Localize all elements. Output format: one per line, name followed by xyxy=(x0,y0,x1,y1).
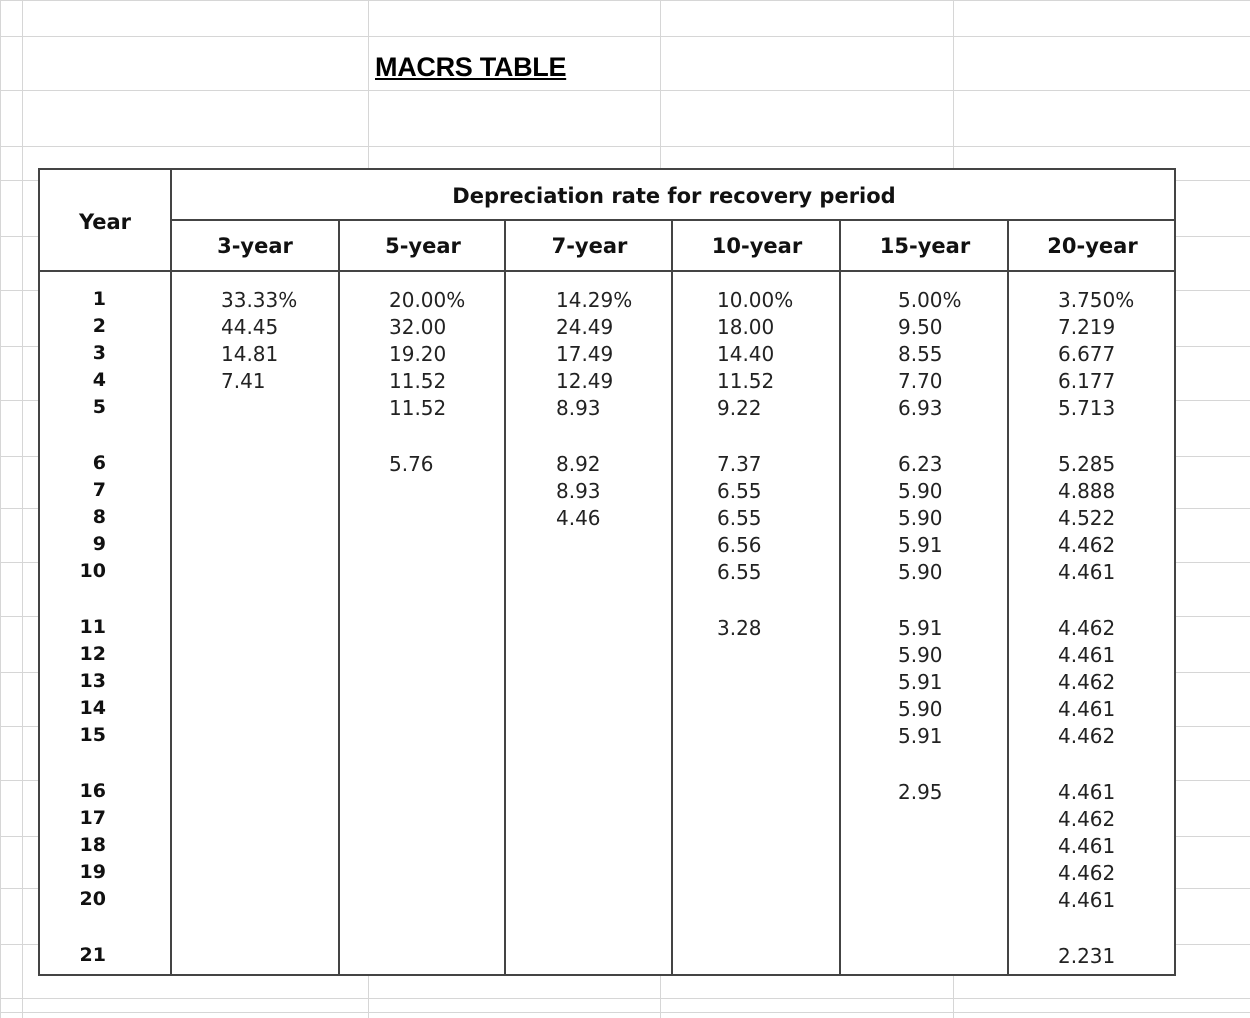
rate-cell: 4.461 xyxy=(1058,780,1116,804)
rate-cell: 5.91 xyxy=(898,616,943,640)
table-column-border xyxy=(839,220,841,974)
column-header-15-year: 15-year xyxy=(879,234,971,258)
rate-cell: 4.461 xyxy=(1058,643,1116,667)
rate-cell: 4.462 xyxy=(1058,807,1116,831)
rate-cell: 17.49 xyxy=(556,342,614,366)
rate-cell: 5.91 xyxy=(898,724,943,748)
year-cell: 14 xyxy=(79,697,106,719)
year-cell: 7 xyxy=(92,479,106,501)
year-cell: 20 xyxy=(79,888,106,910)
column-header-10-year: 10-year xyxy=(711,234,803,258)
rate-cell: 6.55 xyxy=(717,506,762,530)
rate-cell: 4.46 xyxy=(556,506,601,530)
depreciation-rate-header: Depreciation rate for recovery period xyxy=(452,184,896,208)
grid-column-line xyxy=(22,0,23,1018)
rate-cell: 6.23 xyxy=(898,452,943,476)
year-cell: 21 xyxy=(79,944,106,966)
rate-cell: 11.52 xyxy=(389,369,447,393)
rate-cell: 7.41 xyxy=(221,369,266,393)
grid-row-line xyxy=(0,90,1250,91)
rate-cell: 19.20 xyxy=(389,342,447,366)
rate-cell: 4.461 xyxy=(1058,697,1116,721)
table-column-border xyxy=(671,220,673,974)
rate-cell: 8.93 xyxy=(556,479,601,503)
macrs-table xyxy=(38,168,1176,976)
rate-cell: 4.462 xyxy=(1058,616,1116,640)
table-column-border xyxy=(1007,220,1009,974)
year-cell: 10 xyxy=(79,560,106,582)
rate-cell: 4.462 xyxy=(1058,861,1116,885)
year-cell: 13 xyxy=(79,670,106,692)
rate-cell: 7.219 xyxy=(1058,315,1116,339)
year-header: Year xyxy=(78,210,132,234)
column-header-7-year: 7-year xyxy=(551,234,628,258)
year-cell: 2 xyxy=(92,315,106,337)
rate-cell: 44.45 xyxy=(221,315,279,339)
rate-cell: 6.55 xyxy=(717,479,762,503)
column-header-3-year: 3-year xyxy=(217,234,293,258)
table-column-border xyxy=(338,220,340,974)
rate-cell: 8.92 xyxy=(556,452,601,476)
table-header-bottom-border xyxy=(40,270,1174,272)
rate-cell: 5.713 xyxy=(1058,396,1116,420)
rate-cell: 7.70 xyxy=(898,369,943,393)
rate-cell: 4.888 xyxy=(1058,479,1116,503)
rate-cell: 9.22 xyxy=(717,396,762,420)
rate-cell: 5.91 xyxy=(898,533,943,557)
year-cell: 8 xyxy=(92,506,106,528)
rate-cell: 4.461 xyxy=(1058,888,1116,912)
rate-cell: 24.49 xyxy=(556,315,614,339)
rate-cell: 5.90 xyxy=(898,697,943,721)
grid-row-line xyxy=(0,1012,1250,1013)
grid-row-line xyxy=(0,146,1250,147)
rate-cell: 5.285 xyxy=(1058,452,1116,476)
rate-cell: 14.40 xyxy=(717,342,775,366)
rate-cell: 11.52 xyxy=(389,396,447,420)
grid-row-line xyxy=(0,36,1250,37)
rate-cell: 5.76 xyxy=(389,452,434,476)
rate-cell: 18.00 xyxy=(717,315,775,339)
rate-cell: 2.231 xyxy=(1058,944,1116,968)
rate-cell: 9.50 xyxy=(898,315,943,339)
rate-cell: 5.90 xyxy=(898,560,943,584)
rate-cell: 4.462 xyxy=(1058,724,1116,748)
year-cell: 19 xyxy=(79,861,106,883)
column-header-5-year: 5-year xyxy=(385,234,461,258)
rate-cell: 6.177 xyxy=(1058,369,1116,393)
year-cell: 3 xyxy=(92,342,106,364)
year-cell: 9 xyxy=(92,533,106,555)
year-cell: 6 xyxy=(92,452,106,474)
rate-cell: 5.90 xyxy=(898,479,943,503)
rate-cell: 4.462 xyxy=(1058,533,1116,557)
rate-cell: 6.93 xyxy=(898,396,943,420)
year-cell: 4 xyxy=(92,369,106,391)
rate-cell: 6.677 xyxy=(1058,342,1116,366)
table-column-border xyxy=(504,220,506,974)
rate-cell: 8.93 xyxy=(556,396,601,420)
rate-cell: 6.56 xyxy=(717,533,762,557)
year-cell: 1 xyxy=(92,288,106,310)
rate-cell: 11.52 xyxy=(717,369,775,393)
rate-cell: 4.522 xyxy=(1058,506,1116,530)
rate-cell: 6.55 xyxy=(717,560,762,584)
grid-row-line xyxy=(0,0,1250,1)
column-header-20-year: 20-year xyxy=(1047,234,1138,258)
year-cell: 15 xyxy=(79,724,106,746)
rate-cell: 14.81 xyxy=(221,342,279,366)
rate-cell: 10.00% xyxy=(717,288,794,312)
year-cell: 16 xyxy=(79,780,106,802)
rate-cell: 3.28 xyxy=(717,616,762,640)
year-cell: 12 xyxy=(79,643,106,665)
rate-cell: 5.90 xyxy=(898,506,943,530)
rate-cell: 4.462 xyxy=(1058,670,1116,694)
rate-cell: 14.29% xyxy=(556,288,633,312)
page-title: MACRS TABLE xyxy=(375,52,567,82)
grid-column-line xyxy=(0,0,1,1018)
table-column-border xyxy=(170,170,172,974)
rate-cell: 4.461 xyxy=(1058,834,1116,858)
table-header-divider xyxy=(170,219,1174,221)
rate-cell: 12.49 xyxy=(556,369,614,393)
rate-cell: 5.00% xyxy=(898,288,962,312)
year-cell: 11 xyxy=(79,616,106,638)
year-cell: 18 xyxy=(79,834,106,856)
rate-cell: 32.00 xyxy=(389,315,447,339)
rate-cell: 5.91 xyxy=(898,670,943,694)
grid-row-line xyxy=(0,998,1250,999)
rate-cell: 33.33% xyxy=(221,288,298,312)
rate-cell: 5.90 xyxy=(898,643,943,667)
rate-cell: 7.37 xyxy=(717,452,762,476)
year-cell: 17 xyxy=(79,807,106,829)
rate-cell: 20.00% xyxy=(389,288,466,312)
rate-cell: 3.750% xyxy=(1058,288,1135,312)
rate-cell: 4.461 xyxy=(1058,560,1116,584)
year-cell: 5 xyxy=(92,396,106,418)
rate-cell: 8.55 xyxy=(898,342,943,366)
rate-cell: 2.95 xyxy=(898,780,943,804)
